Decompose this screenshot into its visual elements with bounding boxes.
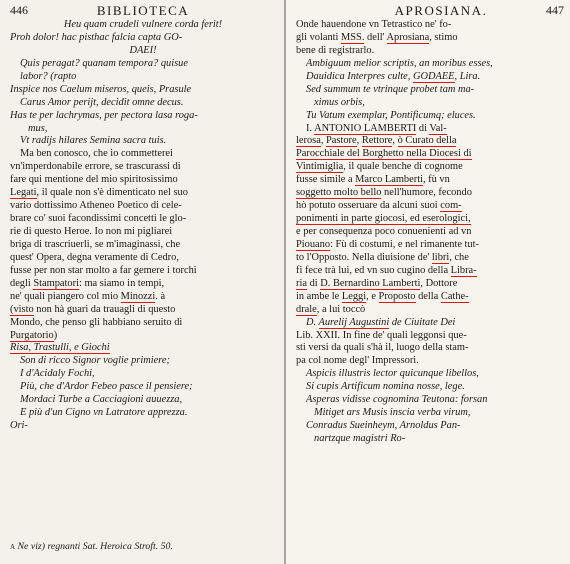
text-line — [10, 213, 276, 226]
text-run: , Lira. — [454, 70, 481, 82]
text-run: DAEI! — [129, 44, 157, 56]
text-run: fusse simile a — [296, 174, 356, 186]
text-line — [296, 174, 564, 187]
underlined-phrase: ò Curato della — [397, 135, 457, 147]
text-line — [10, 304, 276, 317]
text-run: ) — [53, 329, 58, 341]
underlined-phrase: Pastore — [326, 135, 357, 147]
text-run: mus, — [28, 122, 48, 134]
text-run: Onde hauendone vn Tetrastico ne' fo- — [296, 19, 452, 30]
text-run: fare qui mentione del mio spiritosissimo — [10, 174, 178, 186]
underlined-phrase: com- — [440, 200, 462, 212]
text-run: Son di ricco Signor voglie primiere; — [20, 355, 170, 367]
underlined-phrase: libri — [431, 251, 450, 263]
text-line — [296, 342, 564, 355]
text-run: pa col nome degl' Impressori. — [296, 355, 419, 367]
text-line — [296, 291, 564, 304]
text-run: Si cupis Artificum nomina nosse, lege. — [306, 381, 465, 393]
text-line — [296, 239, 564, 252]
underlined-phrase: Risa, Trastulli, e Giochi — [10, 342, 110, 354]
underlined-phrase: Cathe- — [440, 290, 469, 302]
left-page — [0, 0, 284, 564]
text-run: Dauidica Interpres culte, — [306, 70, 413, 82]
text-run: briga di trascriuerli, se m'imaginassi, che — [10, 238, 181, 250]
text-line — [10, 381, 276, 394]
text-run: rie di questo Heroe. Io non mi pigliarei — [10, 226, 173, 237]
text-line — [10, 97, 276, 110]
text-line — [296, 19, 564, 32]
text-run: quest' Opera, degna veramente di Cedro, — [10, 251, 179, 263]
text-run: della — [415, 290, 441, 302]
text-line — [10, 368, 276, 381]
text-run: e per consequenza poco conuenienti ad vn — [296, 226, 472, 237]
underlined-phrase: ponimenti in parte giocosi, ed eserologici, — [296, 213, 471, 225]
text-run: . à — [155, 290, 166, 302]
text-run: : Fù di costumi, e nel rimanente tut- — [330, 238, 479, 250]
text-line — [10, 265, 276, 278]
text-run: degli — [10, 277, 34, 289]
underlined-phrase: Aprosiana — [386, 31, 430, 43]
text-line — [296, 265, 564, 278]
footnote-marker: a — [10, 541, 16, 552]
text-line — [10, 239, 276, 252]
text-run: nell'humore, fecondo — [381, 187, 472, 199]
text-run: Mordaci Turbe a Cacciagioni auuezza, — [20, 394, 183, 406]
text-line — [296, 97, 564, 110]
text-line — [10, 291, 276, 304]
text-run: , — [320, 135, 327, 147]
text-run: Lib. XXII. In fine de' quali leggonsi que- — [296, 329, 467, 341]
text-run: Conradus Sueinheym, Arnoldus Pan- — [306, 420, 461, 432]
text-line — [296, 420, 564, 433]
right-running-head: APROSIANA. — [394, 3, 488, 18]
text-run: Ma ben conosco, che io commetterei — [20, 148, 173, 160]
text-line — [10, 58, 276, 71]
text-line — [296, 71, 564, 84]
right-page-body — [296, 19, 564, 446]
text-run: Heu quam crudeli vulnere corda ferit! — [63, 19, 223, 30]
text-line — [10, 187, 276, 200]
footnote-text: Ne viz) regnanti Sat. Heroica Stroft. 50. — [17, 541, 173, 552]
text-line — [296, 110, 564, 123]
text-line — [296, 355, 564, 368]
text-run: hò potuto osseruare da alcuni suoi — [296, 200, 441, 212]
text-line — [296, 123, 564, 136]
underlined-phrase: Stampatori — [33, 277, 79, 289]
text-line — [10, 110, 276, 123]
text-line — [10, 226, 276, 239]
underlined-phrase: Libra- — [450, 264, 477, 276]
text-line — [296, 433, 564, 446]
underlined-phrase: ria — [296, 277, 307, 289]
text-line — [296, 58, 564, 71]
text-run: Aspicis illustris lector quicunque libellos, — [306, 368, 479, 380]
text-line — [296, 84, 564, 97]
text-line — [296, 394, 564, 407]
text-line — [296, 278, 564, 291]
text-run: E più d'un Cigno vn Latratore apprezza. — [20, 407, 188, 419]
underlined-phrase: drale — [296, 303, 317, 315]
text-line — [10, 394, 276, 407]
left-page-header — [10, 2, 276, 19]
text-line — [296, 368, 564, 381]
text-run: Inspice nos Caelum miseros, queis, Prasule — [10, 83, 192, 95]
left-footnote — [10, 541, 276, 552]
text-run: Carus Amor perijt, decidit omne decus. — [20, 96, 184, 108]
text-run: , che — [449, 251, 469, 263]
text-run: , — [392, 135, 398, 147]
text-line — [10, 407, 276, 420]
text-run: , il quale non s'è dimenticato nel suo — [36, 187, 188, 199]
text-line — [10, 200, 276, 213]
text-run: ximus orbis, — [314, 96, 365, 108]
text-run: Has te per lachrymas, per pectora lasa roga- — [10, 109, 198, 121]
underlined-phrase: ANTONIO LAMBERTI — [314, 122, 417, 134]
text-line — [296, 226, 564, 239]
text-run: , a lui toccò — [316, 303, 366, 315]
text-run: I. — [306, 122, 315, 134]
text-run: Vt radijs hilares Semina sacra tuis. — [20, 135, 167, 147]
underlined-phrase: Leggi — [341, 290, 367, 302]
text-run: sti versi da quali s'hà il, luogo della stam- — [296, 342, 469, 354]
text-run: Asperas vidisse cognomina Teutona: forsan — [306, 394, 488, 406]
text-run: in ambe le — [296, 290, 342, 302]
text-run: nartzque magistri Ro- — [314, 433, 406, 444]
left-page-number: 446 — [10, 3, 28, 17]
right-page — [286, 0, 570, 564]
text-line — [296, 135, 564, 148]
text-run: I d'Acidaly Fochi, — [20, 368, 95, 380]
text-line — [296, 161, 564, 174]
text-line — [10, 342, 276, 355]
text-line — [10, 45, 276, 58]
text-run: vn'imperdonabile errore, se trascurassi di — [10, 161, 181, 173]
text-line — [296, 317, 564, 330]
text-line — [10, 278, 276, 291]
text-run: de Ciuitate Dei — [389, 316, 456, 328]
text-line — [10, 330, 276, 343]
text-run: Ambiguum melior scriptis, an moribus esses, — [306, 57, 493, 69]
underlined-phrase: MSS. — [341, 31, 365, 43]
text-run: ne' quali piangero col mio — [10, 290, 121, 302]
underlined-phrase: Marco Lamberti — [355, 174, 423, 186]
text-run: Proh dolor! hac pisthac falcia capta GO- — [10, 31, 183, 43]
text-run: Quis peragat? quanam tempora? quisue — [20, 57, 188, 69]
underlined-phrase: Val- — [429, 122, 447, 134]
text-line — [10, 32, 276, 45]
text-run: , Dottore — [420, 277, 458, 289]
text-run: fi fece trà lui, ed vn suo cugino della — [296, 264, 451, 276]
text-line — [10, 71, 276, 84]
underlined-phrase: D. Bernardino Lamberti — [320, 277, 421, 289]
text-line — [10, 317, 276, 330]
text-line — [296, 213, 564, 226]
underlined-phrase: Legati — [10, 187, 37, 199]
underlined-phrase: Minozzi — [120, 290, 156, 302]
text-line — [296, 252, 564, 265]
underlined-phrase: Aurelij Augustini — [318, 316, 390, 328]
underlined-phrase: lerosa — [296, 135, 321, 147]
right-page-number: 447 — [546, 3, 564, 17]
text-line — [10, 148, 276, 161]
text-line — [296, 187, 564, 200]
text-run: Sed summum te vtrinque probet tam ma- — [306, 83, 475, 95]
underlined-phrase: Purgatorio — [10, 329, 54, 341]
text-line — [296, 304, 564, 317]
text-run: Mondo, che penso gli habbiano seruito di — [10, 316, 183, 328]
text-line — [10, 123, 276, 136]
text-run: , e — [366, 290, 379, 302]
underlined-phrase: Proposto — [378, 290, 416, 302]
text-run: D. — [306, 316, 319, 328]
text-run: vario dottissimo Atheneo Poetico di cele- — [10, 200, 182, 212]
text-run: fusse per non star molto a far gemere i torchi — [10, 264, 197, 276]
text-line — [296, 330, 564, 343]
text-run: Ori- — [10, 420, 28, 432]
text-run: dell' — [364, 31, 387, 43]
underlined-phrase: Parocchiale del Borghetto nella Diocesi di — [296, 148, 472, 160]
text-run: , — [356, 135, 362, 147]
text-run: di — [416, 122, 430, 134]
text-line — [10, 355, 276, 368]
text-line — [296, 381, 564, 394]
text-run: Tu Vatum exemplar, Pontificumq; eluces. — [306, 109, 476, 121]
underlined-phrase: Piouano — [296, 238, 331, 250]
left-running-head: BIBLIOTECA — [96, 3, 190, 18]
text-run: Più, che d'Ardor Febeo pasce il pensiere; — [20, 381, 193, 393]
underlined-phrase: (visto — [10, 303, 34, 315]
text-run: labor? (rapto — [20, 70, 77, 82]
text-run: Mitiget ars Musis inscia verba virum, — [314, 407, 471, 419]
text-line — [296, 148, 564, 161]
underlined-phrase: Vintimiglia — [296, 161, 344, 173]
text-run: , il quale benche di cognome — [343, 161, 463, 173]
text-line — [10, 84, 276, 97]
underlined-phrase: Rettore — [361, 135, 393, 147]
text-line — [296, 45, 564, 58]
text-line — [296, 200, 564, 213]
left-page-body — [10, 19, 276, 433]
text-run: to l'Opposto. Nella diuisione de' — [296, 251, 432, 263]
underlined-phrase: soggetto molto bello — [296, 187, 382, 199]
text-line — [10, 19, 276, 32]
text-line — [296, 32, 564, 45]
text-line — [296, 407, 564, 420]
underlined-phrase: GODAEE — [412, 70, 455, 82]
text-run: , fù vn — [422, 174, 450, 186]
text-line — [10, 420, 276, 433]
text-line — [10, 161, 276, 174]
text-line — [10, 135, 276, 148]
text-run: brare co' suoi facondissimi concetti le glo- — [10, 213, 187, 225]
text-line — [10, 174, 276, 187]
text-run: di — [306, 277, 321, 289]
text-line — [10, 252, 276, 265]
text-run: non hà guari da trauagli di questo — [33, 303, 176, 315]
text-run: , stimo — [429, 31, 458, 43]
right-page-header — [296, 2, 564, 19]
text-run: bene di registrarlo. — [296, 44, 375, 56]
text-run: gli volanti — [296, 31, 342, 43]
text-run: : ma siamo in tempi, — [78, 277, 165, 289]
